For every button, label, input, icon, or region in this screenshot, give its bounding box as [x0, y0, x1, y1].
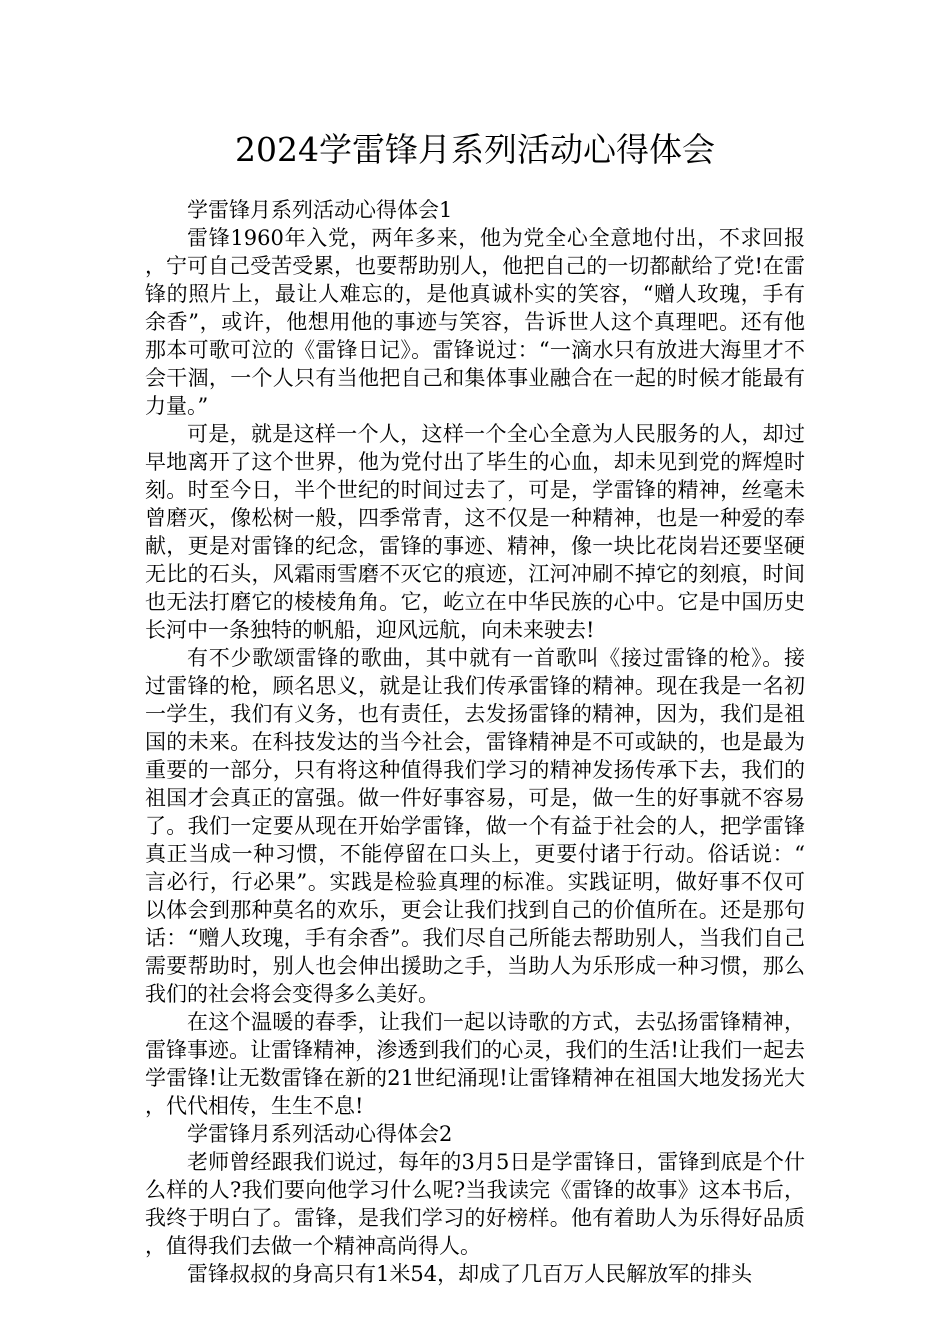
section-1-paragraph-1: 雷锋1960年入党，两年多来，他为党全心全意地付出，不求回报，宁可自己受苦受累，也要帮助别人，他把自己的一切都献给了党!在雷锋的照片上，最让人难忘的，是他真诚朴实的笑容，“赠人玫瑰，手有余香”，或许，他想用他的事迹与笑容，告诉世人这个真理吧。还有他那本可歌可泣的《雷锋日记》。雷锋说过：“一滴水只有放进大海里才不会干涸，一个人只有当他把自己和集体事业融合在一起的时候才能最有力量。”	[145, 226, 805, 418]
section-2-paragraph-1: 老师曾经跟我们说过，每年的3月5日是学雷锋日，雷锋到底是个什么样的人?我们要向他学习什么呢?当我读完《雷锋的故事》这本书后，我终于明白了。雷锋，是我们学习的好榜样。他有着助人为乐得好品质，值得我们去做一个精神高尚得人。	[145, 1150, 805, 1258]
section-1-paragraph-4: 在这个温暖的春季，让我们一起以诗歌的方式，去弘扬雷锋精神，雷锋事迹。让雷锋精神，渗透到我们的心灵，我们的生活!让我们一起去学雷锋!让无数雷锋在新的21世纪涌现!让雷锋精神在祖国大地发扬光大，代代相传，生生不息!	[145, 1010, 805, 1118]
document-body	[145, 196, 805, 1288]
document-title: 2024学雷锋月系列活动心得体会	[235, 130, 715, 169]
section-2-paragraph-2: 雷锋叔叔的身高只有1米54，却成了几百万人民解放军的排头	[187, 1262, 753, 1286]
section-1-heading: 学雷锋月系列活动心得体会1	[187, 198, 453, 222]
section-2-heading: 学雷锋月系列活动心得体会2	[187, 1122, 453, 1146]
section-1-paragraph-2: 可是，就是这样一个人，这样一个全心全意为人民服务的人，却过早地离开了这个世界，他为党付出了毕生的心血，却未见到党的辉煌时刻。时至今日，半个世纪的时间过去了，可是，学雷锋的精神，丝毫未曾磨灭，像松树一般，四季常青，这不仅是一种精神，也是一种爱的奉献，更是对雷锋的纪念，雷锋的事迹、精神，像一块比花岗岩还要坚硬无比的石头，风霜雨雪磨不灭它的痕迹，江河冲刷不掉它的刻痕，时间也无法打磨它的棱棱角角。它，屹立在中华民族的心中。它是中国历史长河中一条独特的帆船，迎风远航，向未来驶去!	[145, 422, 805, 642]
section-1-paragraph-3: 有不少歌颂雷锋的歌曲，其中就有一首歌叫《接过雷锋的枪》。接过雷锋的枪，顾名思义，就是让我们传承雷锋的精神。现在我是一名初一学生，我们有义务，也有责任，去发扬雷锋的精神，因为，我们是祖国的未来。在科技发达的当今社会，雷锋精神是不可或缺的，也是最为重要的一部分，只有将这种值得我们学习的精神发扬传承下去，我们的祖国才会真正的富强。做一件好事容易，可是，做一生的好事就不容易了。我们一定要从现在开始学雷锋，做一个有益于社会的人，把学雷锋真正当成一种习惯，不能停留在口头上，更要付诸于行动。俗话说：“言必行，行必果”。实践是检验真理的标准。实践证明，做好事不仅可以体会到那种莫名的欢乐，更会让我们找到自己的价值所在。还是那句话：“赠人玫瑰，手有余香”。我们尽自己所能去帮助别人，当我们自己需要帮助时，别人也会伸出援助之手，当助人为乐形成一种习惯，那么我们的社会将会变得多么美好。	[145, 646, 805, 1006]
